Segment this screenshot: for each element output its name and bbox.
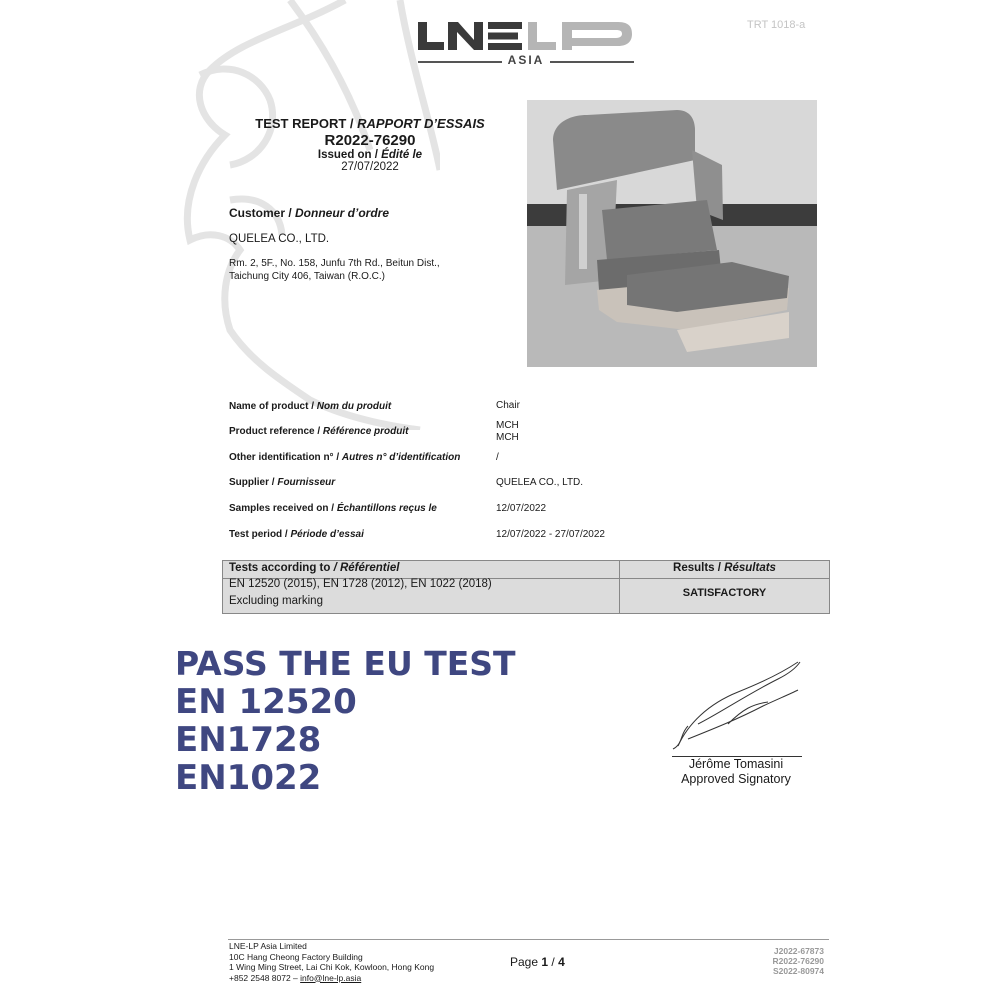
detail-value [496,420,519,444]
detail-label-fr: Nom du produit [316,401,392,412]
issued-label-fr: Édité le [381,149,423,161]
tests-header-en: Tests according to [229,562,334,574]
footer-ref: R2022-76290 [772,956,824,966]
footer-divider [228,939,829,940]
tests-header [229,562,399,574]
results-header [620,562,829,574]
footer-contact [229,973,434,984]
detail-label [229,477,335,488]
detail-label-en: Supplier / [229,477,278,488]
issued-date: 27/07/2022 [341,161,399,173]
signatory-name: Jérôme Tomasini [688,757,784,771]
detail-label-en: Other identification n° / [229,452,342,463]
detail-value-line: Chair [496,400,520,411]
detail-label-fr: Fournisseur [277,477,336,488]
customer-address-line1: Rm. 2, 5F., No. 158, Junfu 7th Rd., Beitun Dist., [229,258,440,269]
footer-ref: J2022-67873 [773,946,824,956]
detail-value-line: 12/07/2022 - 27/07/2022 [496,529,605,540]
overlay-line4: EN1022 [175,758,322,798]
document-code: TRT 1018-a [747,19,806,31]
detail-value-line: MCH [496,432,519,443]
customer-label-en: Customer / [229,206,296,220]
footer-ref: S2022-80974 [772,966,824,976]
detail-label-en: Test period / [229,529,291,540]
report-title-en: TEST REPORT / [255,116,358,131]
page-current: 1 [541,955,549,969]
detail-label-en: Samples received on / [229,503,337,514]
page-total: 4 [558,955,565,969]
detail-label-en: Name of product / [229,401,317,412]
footer-company: LNE-LP Asia Limited [229,941,307,951]
detail-label-fr: Référence produit [322,426,409,437]
detail-value-line: / [496,452,499,463]
detail-label-fr: Autres n° d’identification [341,452,461,463]
standards-note: Excluding marking [229,595,323,607]
footer-addr2: 1 Wing Ming Street, Lai Chi Kok, Kowloon, Hong Kong [229,962,435,972]
report-number: R2022-76290 [324,132,416,149]
eu-test-overlay [175,646,516,797]
detail-label [229,452,460,463]
detail-label-fr: Période d’essai [290,529,364,540]
result-value: SATISFACTORY [682,587,767,599]
overlay-line2: EN 12520 [175,682,357,722]
detail-label-fr: Échantillons reçus le [336,503,437,514]
customer-address-line2: Taichung City 406, Taiwan (R.O.C.) [229,270,385,282]
results-header-en: Results / [673,562,725,574]
detail-value [496,452,499,464]
detail-label-en: Product reference / [229,426,323,437]
signatory-role: Approved Signatory [681,772,791,786]
page-label: Page [510,955,542,969]
signature-image [668,654,818,754]
report-title-fr: RAPPORT D’ESSAIS [357,116,485,131]
detail-value-line: 12/07/2022 [496,503,547,514]
detail-value [496,400,520,412]
customer-name: QUELEA CO., LTD. [229,233,330,245]
footer-phone: +852 2548 8072 – [229,972,301,983]
detail-value [496,529,605,541]
footer-addr1: 10C Hang Cheong Factory Building [229,951,363,962]
signatory-block [672,757,800,787]
page-separator: / [548,955,559,969]
report-title-block [200,116,540,173]
results-header-fr: Résultats [724,562,776,574]
report-title [200,116,540,131]
logo-sub: ASIA [507,53,545,67]
detail-value-line: QUELEA CO., LTD. [496,477,584,488]
detail-label [229,503,437,514]
issued-label-en: Issued on / [317,149,382,161]
detail-label [229,426,409,437]
standards-text: EN 12520 (2015), EN 1728 (2012), EN 1022 (2018) [229,578,492,590]
customer-label [229,206,389,220]
issued-label [200,149,540,161]
overlay-line3: EN1728 [175,720,322,760]
customer-address [229,258,440,283]
detail-label [229,529,364,540]
company-logo [418,16,634,72]
footer-email-link[interactable]: info@lne-lp.asia [300,972,362,983]
overlay-line1: PASS THE EU TEST [175,644,516,683]
detail-label [229,401,391,412]
detail-value [496,503,546,515]
detail-value-line: MCH [496,420,519,431]
customer-label-fr: Donneur d’ordre [295,206,390,220]
page-number [510,955,565,969]
results-table [222,560,830,614]
tests-header-fr: / Référentiel [333,562,400,574]
product-photo [527,100,817,367]
footer-references [740,946,824,976]
footer-address [229,941,434,983]
detail-value [496,477,583,489]
